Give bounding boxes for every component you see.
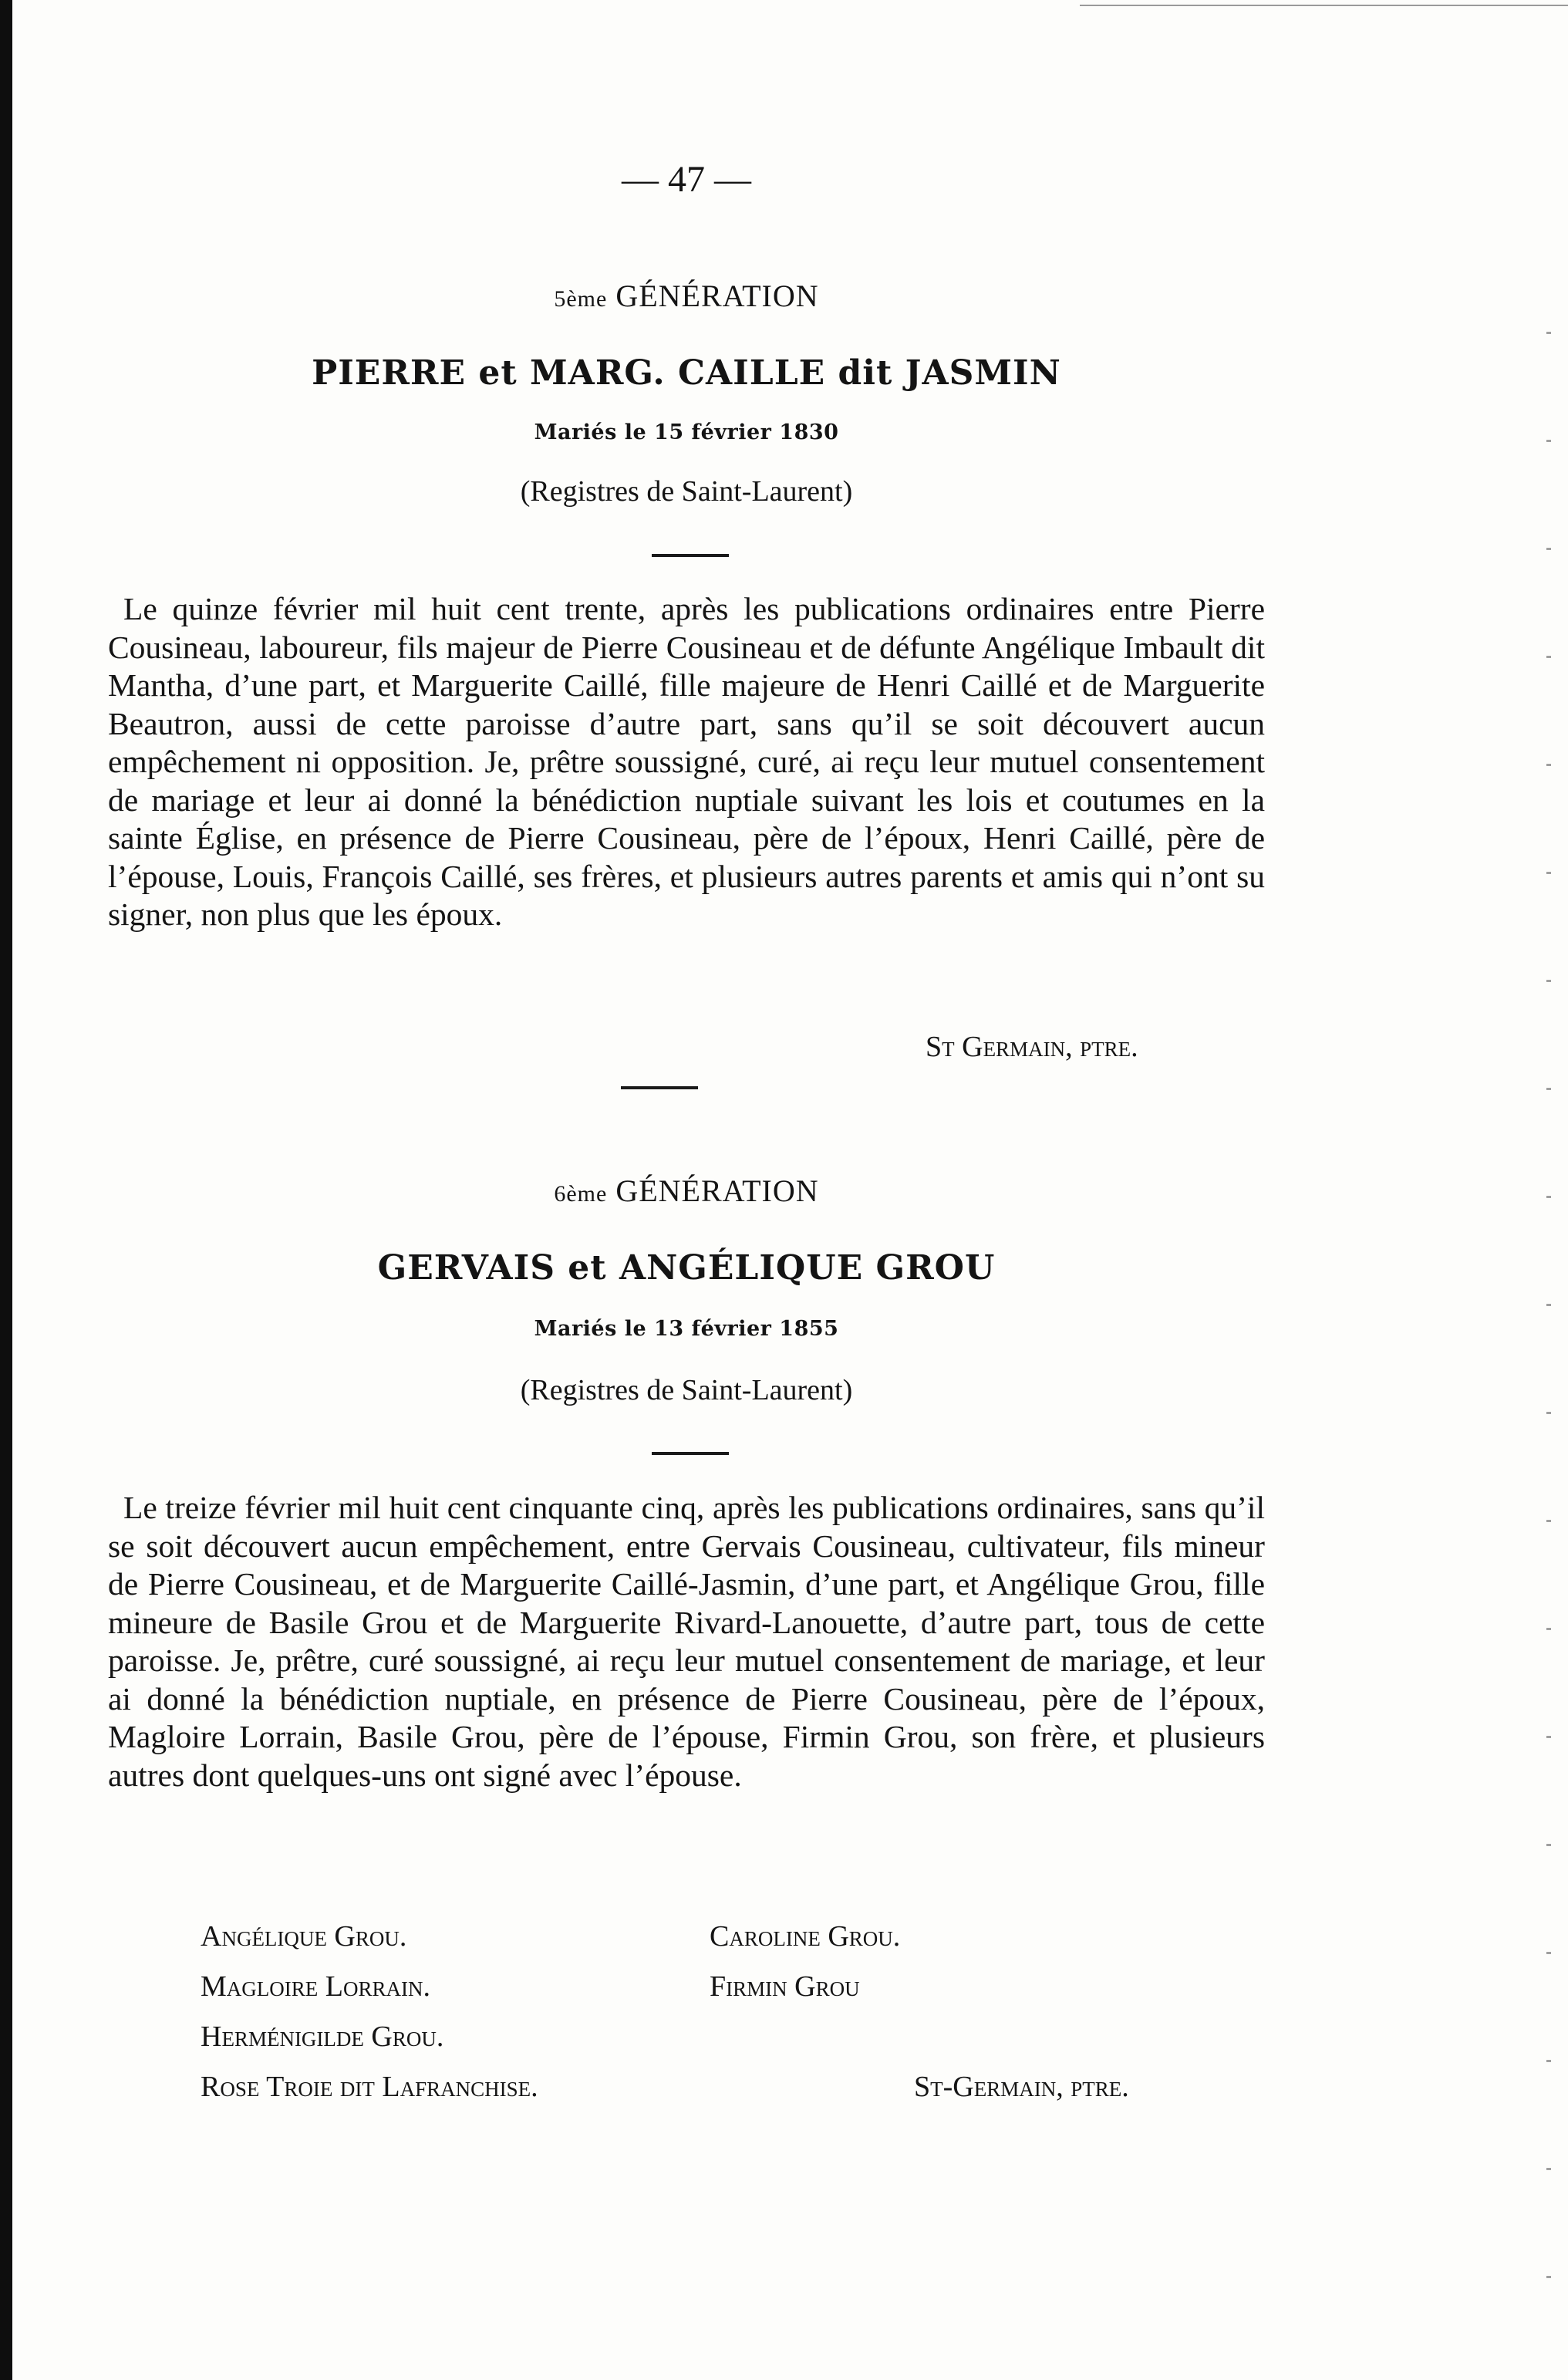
- signatory: Rose Troie dit Lafranchise.: [201, 2071, 538, 2103]
- generation-label: GÉNÉRATION: [615, 1173, 819, 1208]
- marriage-record: [108, 590, 1265, 934]
- scan-border: [0, 0, 12, 2380]
- divider: [621, 1086, 698, 1089]
- generation-number: 5ème: [554, 286, 608, 312]
- scan-top-rule: [1080, 5, 1568, 6]
- priest-signature: St-Germain, ptre.: [914, 2071, 1129, 2103]
- signatory: Caroline Grou.: [710, 1920, 901, 1953]
- divider: [652, 1452, 729, 1455]
- register-source: (Registres de Saint-Laurent): [520, 475, 853, 508]
- generation-heading: [108, 278, 1265, 314]
- register-source: (Registres de Saint-Laurent): [520, 1374, 853, 1406]
- record-text: Le treize février mil huit cent cinquante cinq, après les publications ordinaires, sans qu’il se soit découvert aucun empêchement, entre Gervais Cousineau, cultivateur, fils mineur de Pierre Cousineau, et de Marguerite Caillé-Jasmin, d’une part, et Angélique Grou, fille mineure de Basile Grou et de Marguerite Rivard-Lanouette, d’autre part, tous de cette paroisse. Je, prêtre, curé soussigné, ai reçu leur mutuel consentement de mariage, et leur ai donné la bénédiction nuptiale, en présence de Pierre Cousineau, père de l’époux, Magloire Lorrain, Basile Grou, père de l’épouse, Firmin Grou, son frère, et plusieurs autres dont quelques-uns ont signé avec l’épouse.: [108, 1490, 1265, 1793]
- generation-heading: [108, 1173, 1265, 1209]
- generation-label: GÉNÉRATION: [615, 279, 819, 313]
- couple-title: GERVAIS et ANGÉLIQUE GROU: [377, 1248, 996, 1288]
- priest-signature: St Germain, ptre.: [926, 1031, 1138, 1063]
- signatory: Angélique Grou.: [201, 1920, 407, 1953]
- marriage-date: Mariés le 13 février 1855: [534, 1317, 839, 1341]
- scan-specks: [1546, 278, 1551, 2361]
- marriage-record: [108, 1489, 1265, 1794]
- page-number: — 47 —: [622, 159, 751, 200]
- generation-number: 6ème: [554, 1181, 608, 1207]
- divider: [652, 554, 729, 557]
- marriage-date: Mariés le 15 février 1830: [534, 420, 839, 444]
- couple-title: PIERRE et MARG. CAILLE dit JASMIN: [312, 353, 1061, 393]
- signatory: Firmin Grou: [710, 1970, 860, 2003]
- record-text: Le quinze février mil huit cent trente, après les publications ordinaires entre Pierre Cousineau, laboureur, fils majeur de Pierre Cousineau et de défunte Angélique Imbault dit Mantha, d’une part, et Marguerite Caillé, fille majeure de Henri Caillé et de Marguerite Beautron, aussi de cette paroisse d’autre part, sans qu’il se soit découvert aucun empêchement ni opposition. Je, prêtre soussigné, curé, ai reçu leur mutuel consentement de mariage et leur ai donné la bénédiction nuptiale suivant les lois et coutumes en la sainte Église, en présence de Pierre Cousineau, père de l’époux, Henri Caillé, père de l’épouse, Louis, François Caillé, ses frères, et plusieurs autres parents et amis qui n’ont su signer, non plus que les époux.: [108, 591, 1265, 932]
- signatory: Magloire Lorrain.: [201, 1970, 430, 2003]
- signatory: Herménigilde Grou.: [201, 2020, 444, 2053]
